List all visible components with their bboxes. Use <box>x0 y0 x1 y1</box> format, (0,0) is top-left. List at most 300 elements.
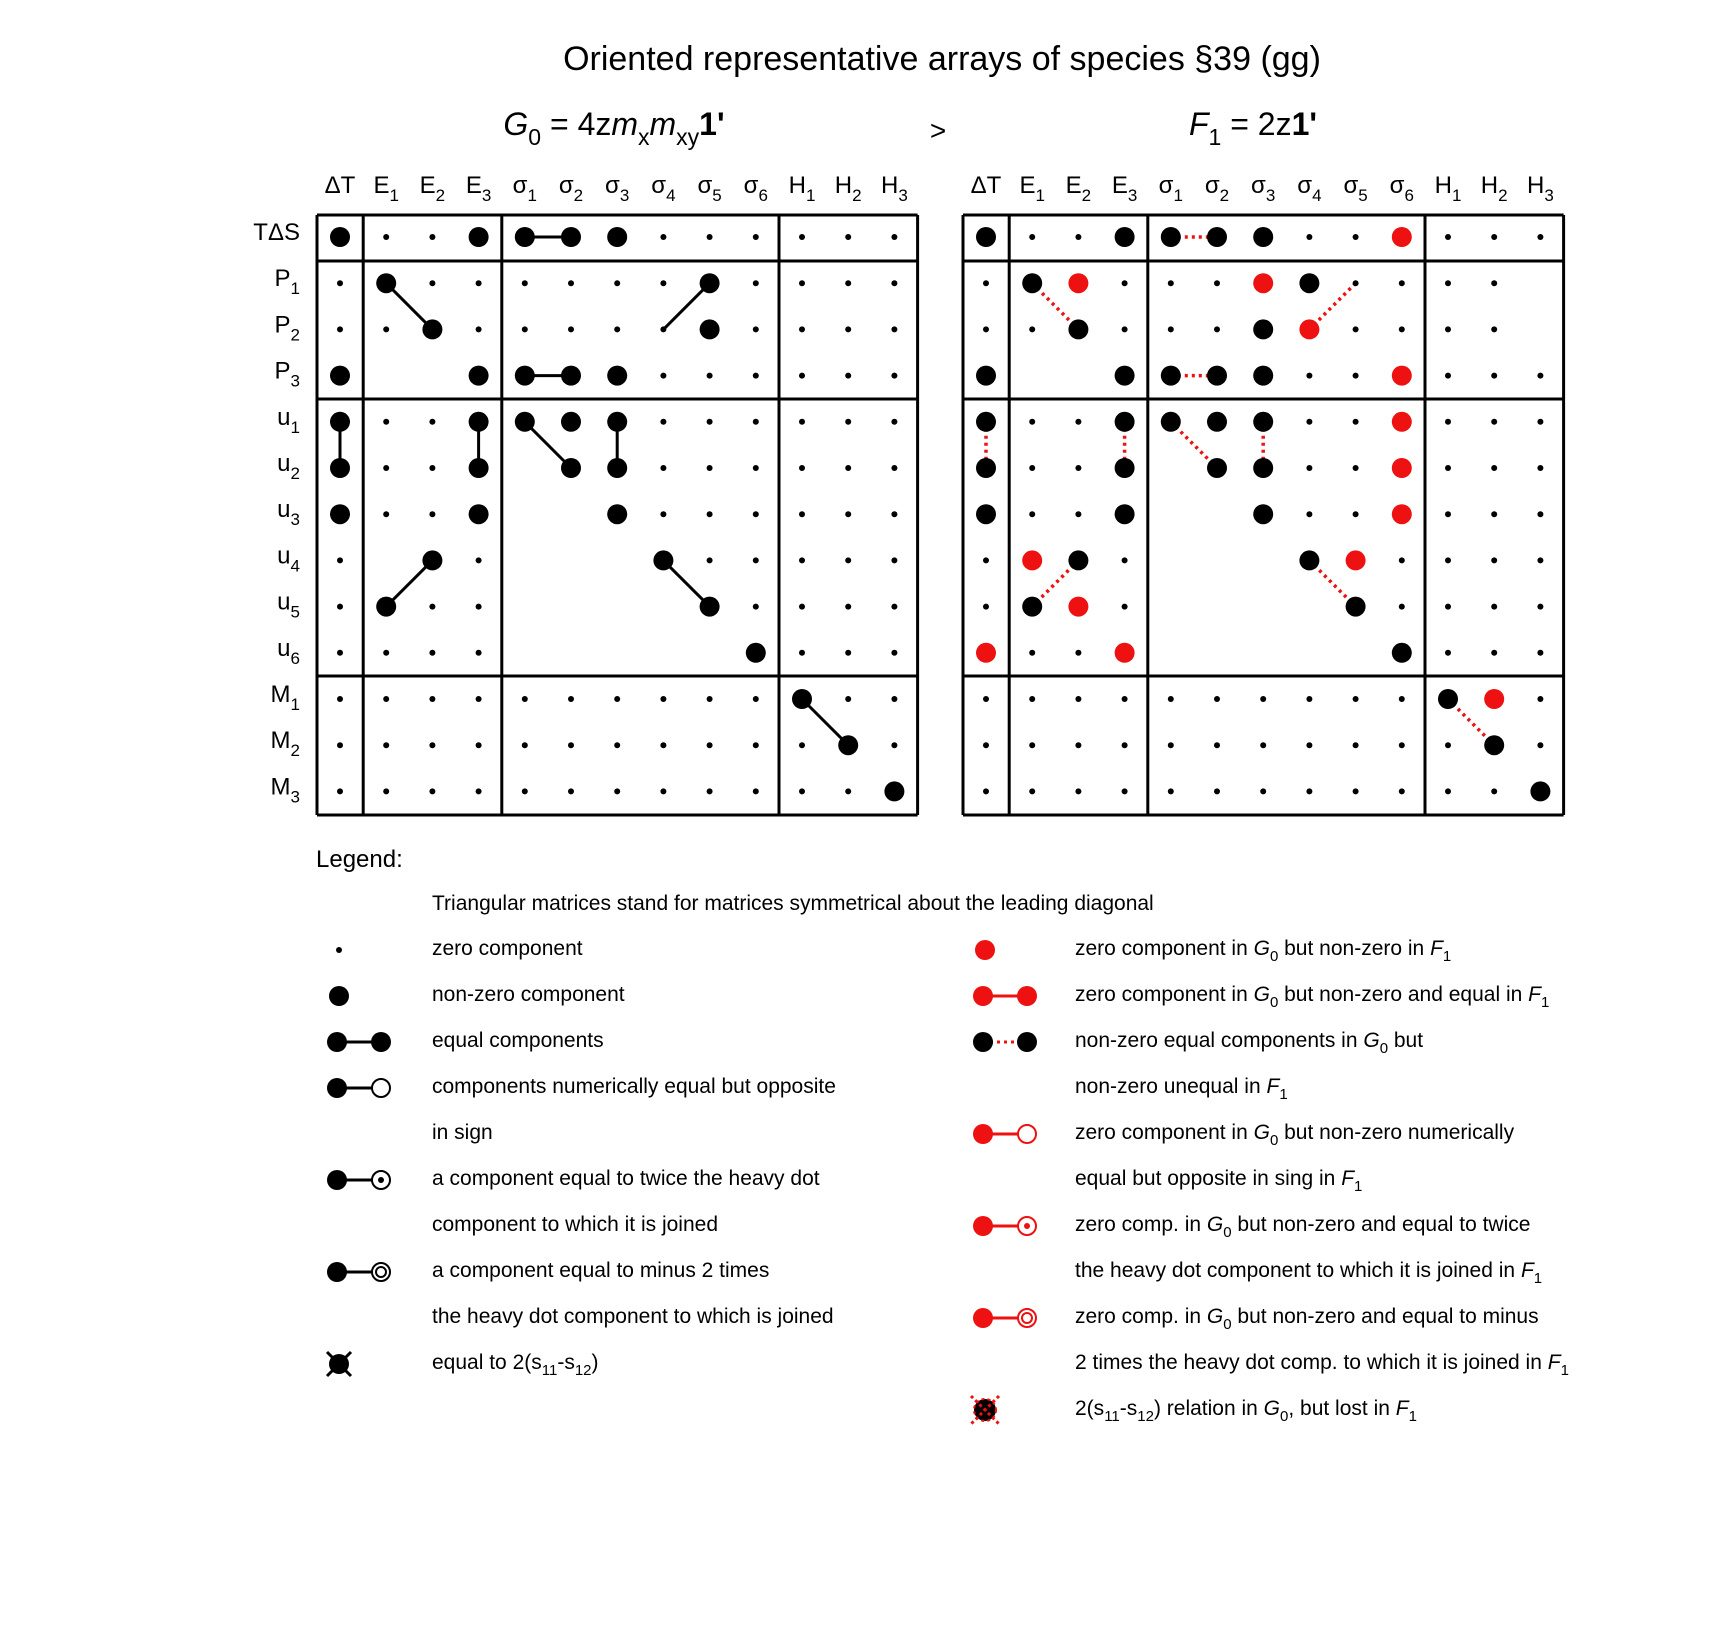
column-label: $E_1$ <box>373 172 399 205</box>
red-component <box>976 643 996 663</box>
non-zero-component <box>1161 227 1181 247</box>
legend-text: zero component in $G_0$ but non-zero numerically <box>1075 1121 1515 1149</box>
zero-component <box>1353 373 1359 379</box>
zero-component <box>753 696 759 702</box>
non-zero-component <box>330 504 350 524</box>
legend-symbol-red-opposite-pair <box>973 1124 1036 1144</box>
column-label: ΔT <box>324 172 356 199</box>
non-zero-component <box>1115 366 1135 386</box>
legend-text: non-zero equal components in $G_0$ but <box>1075 1029 1424 1057</box>
zero-component <box>1075 419 1081 425</box>
red-component <box>1392 458 1412 478</box>
zero-component <box>1399 788 1405 794</box>
zero-component <box>660 511 666 517</box>
zero-component <box>1168 280 1174 286</box>
non-zero-component <box>976 227 996 247</box>
zero-component <box>429 465 435 471</box>
legend-text: in sign <box>432 1121 493 1144</box>
zero-component <box>1075 234 1081 240</box>
zero-component <box>799 557 805 563</box>
zero-component <box>1399 742 1405 748</box>
zero-component <box>660 234 666 240</box>
red-component <box>1068 273 1088 293</box>
zero-component <box>707 419 713 425</box>
zero-component <box>1537 419 1543 425</box>
column-label: $\sigma_6$ <box>743 172 768 205</box>
zero-component <box>660 696 666 702</box>
non-zero-component <box>469 458 489 478</box>
row-label: $M_2$ <box>270 727 300 761</box>
legend-text: components numerically equal but opposite <box>432 1075 836 1098</box>
red-component <box>1484 689 1504 709</box>
zero-component <box>799 234 805 240</box>
zero-component <box>1445 557 1451 563</box>
column-label: $H_3$ <box>880 172 908 205</box>
non-zero-component <box>422 319 442 339</box>
zero-component <box>383 465 389 471</box>
column-label: $H_1$ <box>1434 172 1462 205</box>
zero-component <box>1214 696 1220 702</box>
zero-component <box>753 788 759 794</box>
zero-component <box>799 280 805 286</box>
column-label: $\sigma_6$ <box>1389 172 1414 205</box>
zero-component <box>1491 557 1497 563</box>
zero-component <box>568 326 574 332</box>
zero-component <box>1491 604 1497 610</box>
zero-component <box>1214 742 1220 748</box>
zero-component <box>891 742 897 748</box>
red-component <box>1115 643 1135 663</box>
zero-component <box>753 326 759 332</box>
zero-component <box>429 788 435 794</box>
zero-component <box>1353 696 1359 702</box>
column-label: $E_3$ <box>1111 172 1138 205</box>
non-zero-component <box>700 319 720 339</box>
legend-symbol-red-minus2-pair <box>973 1308 1036 1328</box>
legend-dot <box>1024 1223 1030 1229</box>
zero-component <box>753 511 759 517</box>
zero-component <box>1122 557 1128 563</box>
zero-component <box>1445 604 1451 610</box>
zero-component <box>1260 788 1266 794</box>
zero-component <box>1029 465 1035 471</box>
zero-component <box>1537 511 1543 517</box>
row-label: $u_4$ <box>277 542 300 576</box>
zero-component <box>845 419 851 425</box>
row-label: $P_1$ <box>274 265 300 299</box>
non-zero-component <box>561 227 581 247</box>
non-zero-component <box>1207 366 1227 386</box>
zero-component <box>337 650 343 656</box>
group-label-right: $F_1 = 2z1'$ <box>1188 106 1318 150</box>
zero-component <box>1491 326 1497 332</box>
zero-component <box>337 604 343 610</box>
zero-component <box>522 742 528 748</box>
legend-note: Triangular matrices stand for matrices symmetrical about the leading diagonal <box>432 892 1154 915</box>
zero-component <box>1260 742 1266 748</box>
zero-component <box>799 373 805 379</box>
non-zero-component <box>607 227 627 247</box>
column-label: $\sigma_3$ <box>1251 172 1276 205</box>
zero-component <box>891 511 897 517</box>
zero-component <box>1399 326 1405 332</box>
red-component <box>1392 504 1412 524</box>
zero-component <box>476 788 482 794</box>
non-zero-component <box>561 412 581 432</box>
red-component <box>1253 273 1273 293</box>
zero-component <box>1075 696 1081 702</box>
zero-component <box>799 419 805 425</box>
legend-text: equal but opposite in sing in $F_1$ <box>1075 1167 1363 1195</box>
zero-component <box>983 742 989 748</box>
zero-component <box>799 604 805 610</box>
non-zero-component <box>1115 458 1135 478</box>
non-zero-component <box>1253 319 1273 339</box>
legend-text: equal components <box>432 1029 604 1052</box>
zero-component <box>614 326 620 332</box>
zero-component <box>429 280 435 286</box>
zero-component <box>568 280 574 286</box>
row-label: $u_5$ <box>277 588 300 622</box>
zero-component <box>1122 280 1128 286</box>
legend-dot <box>378 1177 384 1183</box>
group-label-left: $G_0 = 4zm_xm_{xy}1'$ <box>503 106 725 150</box>
zero-component <box>1075 788 1081 794</box>
non-zero-component <box>330 227 350 247</box>
non-zero-component <box>561 458 581 478</box>
non-zero-component <box>330 458 350 478</box>
non-zero-component <box>976 412 996 432</box>
non-zero-component <box>1022 273 1042 293</box>
non-zero-component <box>1253 412 1273 432</box>
zero-component <box>383 696 389 702</box>
zero-component <box>1445 742 1451 748</box>
zero-component <box>522 788 528 794</box>
zero-component <box>845 788 851 794</box>
non-zero-component <box>330 366 350 386</box>
legend-dot <box>973 986 993 1006</box>
non-zero-component <box>607 366 627 386</box>
column-label: $\sigma_1$ <box>512 172 537 205</box>
zero-component <box>707 696 713 702</box>
zero-component <box>1491 234 1497 240</box>
non-zero-component <box>1299 273 1319 293</box>
non-zero-component <box>1392 643 1412 663</box>
zero-component <box>1491 465 1497 471</box>
zero-component <box>1537 373 1543 379</box>
zero-component <box>660 280 666 286</box>
zero-component <box>891 650 897 656</box>
zero-component <box>1306 511 1312 517</box>
zero-component <box>660 419 666 425</box>
non-zero-component <box>976 458 996 478</box>
row-label: $u_3$ <box>277 496 300 530</box>
zero-component <box>1353 465 1359 471</box>
zero-component <box>1537 234 1543 240</box>
legend-text: the heavy dot component to which is joined <box>432 1305 834 1328</box>
column-label: $\sigma_5$ <box>697 172 722 205</box>
red-component <box>1392 366 1412 386</box>
zero-component <box>707 557 713 563</box>
legend-text: zero component <box>432 937 583 960</box>
legend-text: the heavy dot component to which it is joined in $F_1$ <box>1075 1259 1543 1287</box>
column-label: $\sigma_4$ <box>651 172 676 205</box>
relation-symbol: > <box>929 115 947 146</box>
legend-text: zero component in $G_0$ but non-zero in $F_1$ <box>1075 937 1452 965</box>
non-zero-component <box>1161 412 1181 432</box>
non-zero-component <box>376 273 396 293</box>
zero-component <box>753 280 759 286</box>
zero-component <box>429 696 435 702</box>
row-label: TΔS <box>253 219 300 246</box>
non-zero-component <box>469 412 489 432</box>
zero-component <box>1075 742 1081 748</box>
zero-component <box>1122 326 1128 332</box>
non-zero-component <box>422 550 442 570</box>
zero-component <box>1306 696 1312 702</box>
column-label: $\sigma_4$ <box>1297 172 1322 205</box>
zero-component <box>891 419 897 425</box>
legend-text: zero component in $G_0$ but non-zero and equal in $F_1$ <box>1075 983 1550 1011</box>
legend-symbol-red-dot <box>975 940 995 960</box>
zero-component <box>660 788 666 794</box>
legend-dot <box>327 1262 347 1282</box>
legend-symbol-red-cross-dot <box>971 1396 999 1424</box>
zero-component <box>1491 511 1497 517</box>
non-zero-component <box>607 504 627 524</box>
column-label: $E_2$ <box>1065 172 1092 205</box>
zero-component <box>1029 742 1035 748</box>
legend-dot <box>1022 1313 1032 1323</box>
zero-component <box>1445 511 1451 517</box>
zero-component <box>568 696 574 702</box>
column-label: $H_2$ <box>834 172 862 205</box>
legend-symbol-opposite-pair <box>327 1078 390 1098</box>
zero-component <box>983 604 989 610</box>
non-zero-component <box>1207 412 1227 432</box>
non-zero-component <box>653 550 673 570</box>
zero-component <box>1491 373 1497 379</box>
non-zero-component <box>1115 412 1135 432</box>
zero-component <box>707 234 713 240</box>
column-label: ΔT <box>970 172 1002 199</box>
legend-dot <box>327 1032 347 1052</box>
zero-component <box>1306 465 1312 471</box>
non-zero-component <box>1530 781 1550 801</box>
row-label: $u_2$ <box>277 450 300 483</box>
non-zero-component <box>515 366 535 386</box>
zero-component <box>707 465 713 471</box>
zero-component <box>383 234 389 240</box>
zero-component <box>1122 788 1128 794</box>
zero-component <box>1491 650 1497 656</box>
zero-component <box>753 742 759 748</box>
non-zero-component <box>1022 597 1042 617</box>
zero-component <box>1122 604 1128 610</box>
legend-dot <box>376 1267 386 1277</box>
zero-component <box>1537 465 1543 471</box>
legend-dot <box>336 947 342 953</box>
zero-component <box>707 511 713 517</box>
non-zero-component <box>469 227 489 247</box>
zero-component <box>1491 419 1497 425</box>
legend-dot <box>371 1032 391 1052</box>
zero-component <box>614 788 620 794</box>
zero-component <box>891 234 897 240</box>
zero-component <box>753 604 759 610</box>
zero-component <box>522 326 528 332</box>
zero-component <box>337 696 343 702</box>
zero-component <box>660 373 666 379</box>
zero-component <box>1122 742 1128 748</box>
non-zero-component <box>376 597 396 617</box>
zero-component <box>1537 604 1543 610</box>
zero-component <box>1353 419 1359 425</box>
legend-dot <box>327 1078 347 1098</box>
zero-component <box>476 650 482 656</box>
non-zero-component <box>1115 227 1135 247</box>
legend-dot <box>973 1124 993 1144</box>
zero-component <box>1445 280 1451 286</box>
legend-text: component to which it is joined <box>432 1213 718 1236</box>
non-zero-component <box>1161 366 1181 386</box>
red-component <box>1392 412 1412 432</box>
zero-component <box>1260 696 1266 702</box>
zero-component <box>568 742 574 748</box>
zero-component <box>383 511 389 517</box>
column-label: $\sigma_3$ <box>605 172 630 205</box>
zero-component <box>1075 511 1081 517</box>
non-zero-component <box>1253 227 1273 247</box>
zero-component <box>429 604 435 610</box>
zero-component <box>337 280 343 286</box>
non-zero-component <box>1253 504 1273 524</box>
legend-symbol-red-twice-pair <box>973 1216 1036 1236</box>
zero-component <box>1445 465 1451 471</box>
zero-component <box>1445 788 1451 794</box>
zero-component <box>1029 650 1035 656</box>
zero-component <box>1029 696 1035 702</box>
zero-component <box>476 604 482 610</box>
column-label: $H_1$ <box>788 172 816 205</box>
zero-component <box>1445 326 1451 332</box>
zero-component <box>568 788 574 794</box>
non-zero-component <box>515 227 535 247</box>
zero-component <box>476 557 482 563</box>
non-zero-component <box>700 597 720 617</box>
zero-component <box>1399 557 1405 563</box>
non-zero-component <box>607 458 627 478</box>
zero-component <box>799 788 805 794</box>
legend-dot <box>973 1216 993 1236</box>
zero-component <box>891 280 897 286</box>
legend-symbol-minus2-pair <box>327 1262 390 1282</box>
zero-component <box>845 326 851 332</box>
non-zero-component <box>1207 458 1227 478</box>
zero-component <box>476 742 482 748</box>
zero-component <box>1214 788 1220 794</box>
zero-component <box>1168 696 1174 702</box>
legend-dot <box>1018 1125 1036 1143</box>
zero-component <box>337 557 343 563</box>
legend-text: $2(s_{11}-s_{12})$ relation in $G_0$, but lost in $F_1$ <box>1075 1397 1417 1425</box>
legend-text: equal to $2(s_{11}-s_{12})$ <box>432 1351 599 1379</box>
zero-component <box>1075 650 1081 656</box>
zero-component <box>1168 742 1174 748</box>
non-zero-component <box>469 504 489 524</box>
zero-component <box>1399 604 1405 610</box>
non-zero-component <box>884 781 904 801</box>
zero-component <box>476 280 482 286</box>
zero-component <box>660 465 666 471</box>
red-component <box>1392 227 1412 247</box>
zero-component <box>1214 280 1220 286</box>
non-zero-component <box>1253 458 1273 478</box>
non-zero-component <box>746 643 766 663</box>
red-component <box>1346 550 1366 570</box>
row-label: $P_2$ <box>274 311 300 345</box>
zero-component <box>983 557 989 563</box>
zero-component <box>1306 419 1312 425</box>
column-label: $\sigma_2$ <box>1204 172 1230 205</box>
zero-component <box>1537 650 1543 656</box>
zero-component <box>383 788 389 794</box>
zero-component <box>1029 511 1035 517</box>
legend-dot <box>973 1032 993 1052</box>
column-label: $\sigma_5$ <box>1343 172 1368 205</box>
zero-component <box>753 419 759 425</box>
legend-text: a component equal to twice the heavy dot <box>432 1167 820 1190</box>
legend-title: Legend: <box>316 846 403 873</box>
zero-component <box>1306 788 1312 794</box>
zero-component <box>1168 326 1174 332</box>
row-label: $P_3$ <box>274 357 300 391</box>
zero-component <box>707 742 713 748</box>
zero-component <box>753 373 759 379</box>
zero-component <box>845 650 851 656</box>
zero-component <box>522 280 528 286</box>
zero-component <box>1445 419 1451 425</box>
zero-component <box>1306 742 1312 748</box>
zero-component <box>383 326 389 332</box>
zero-component <box>383 650 389 656</box>
non-zero-component <box>1207 227 1227 247</box>
zero-component <box>891 326 897 332</box>
legend-text: a component equal to minus 2 times <box>432 1259 770 1282</box>
zero-component <box>383 742 389 748</box>
non-zero-component <box>838 735 858 755</box>
zero-component <box>383 419 389 425</box>
non-zero-component <box>976 504 996 524</box>
zero-component <box>1445 373 1451 379</box>
zero-component <box>799 742 805 748</box>
zero-component <box>1029 234 1035 240</box>
zero-component <box>429 419 435 425</box>
zero-component <box>891 465 897 471</box>
row-label: $u_1$ <box>277 403 300 437</box>
non-zero-component <box>330 412 350 432</box>
zero-component <box>983 788 989 794</box>
zero-component <box>845 465 851 471</box>
zero-component <box>1214 326 1220 332</box>
column-label: $E_1$ <box>1019 172 1045 205</box>
zero-component <box>522 696 528 702</box>
legend-text: non-zero component <box>432 983 625 1006</box>
non-zero-component <box>1346 597 1366 617</box>
zero-component <box>1537 557 1543 563</box>
non-zero-component <box>976 366 996 386</box>
legend-symbol-red-equal-pair <box>973 986 1037 1006</box>
